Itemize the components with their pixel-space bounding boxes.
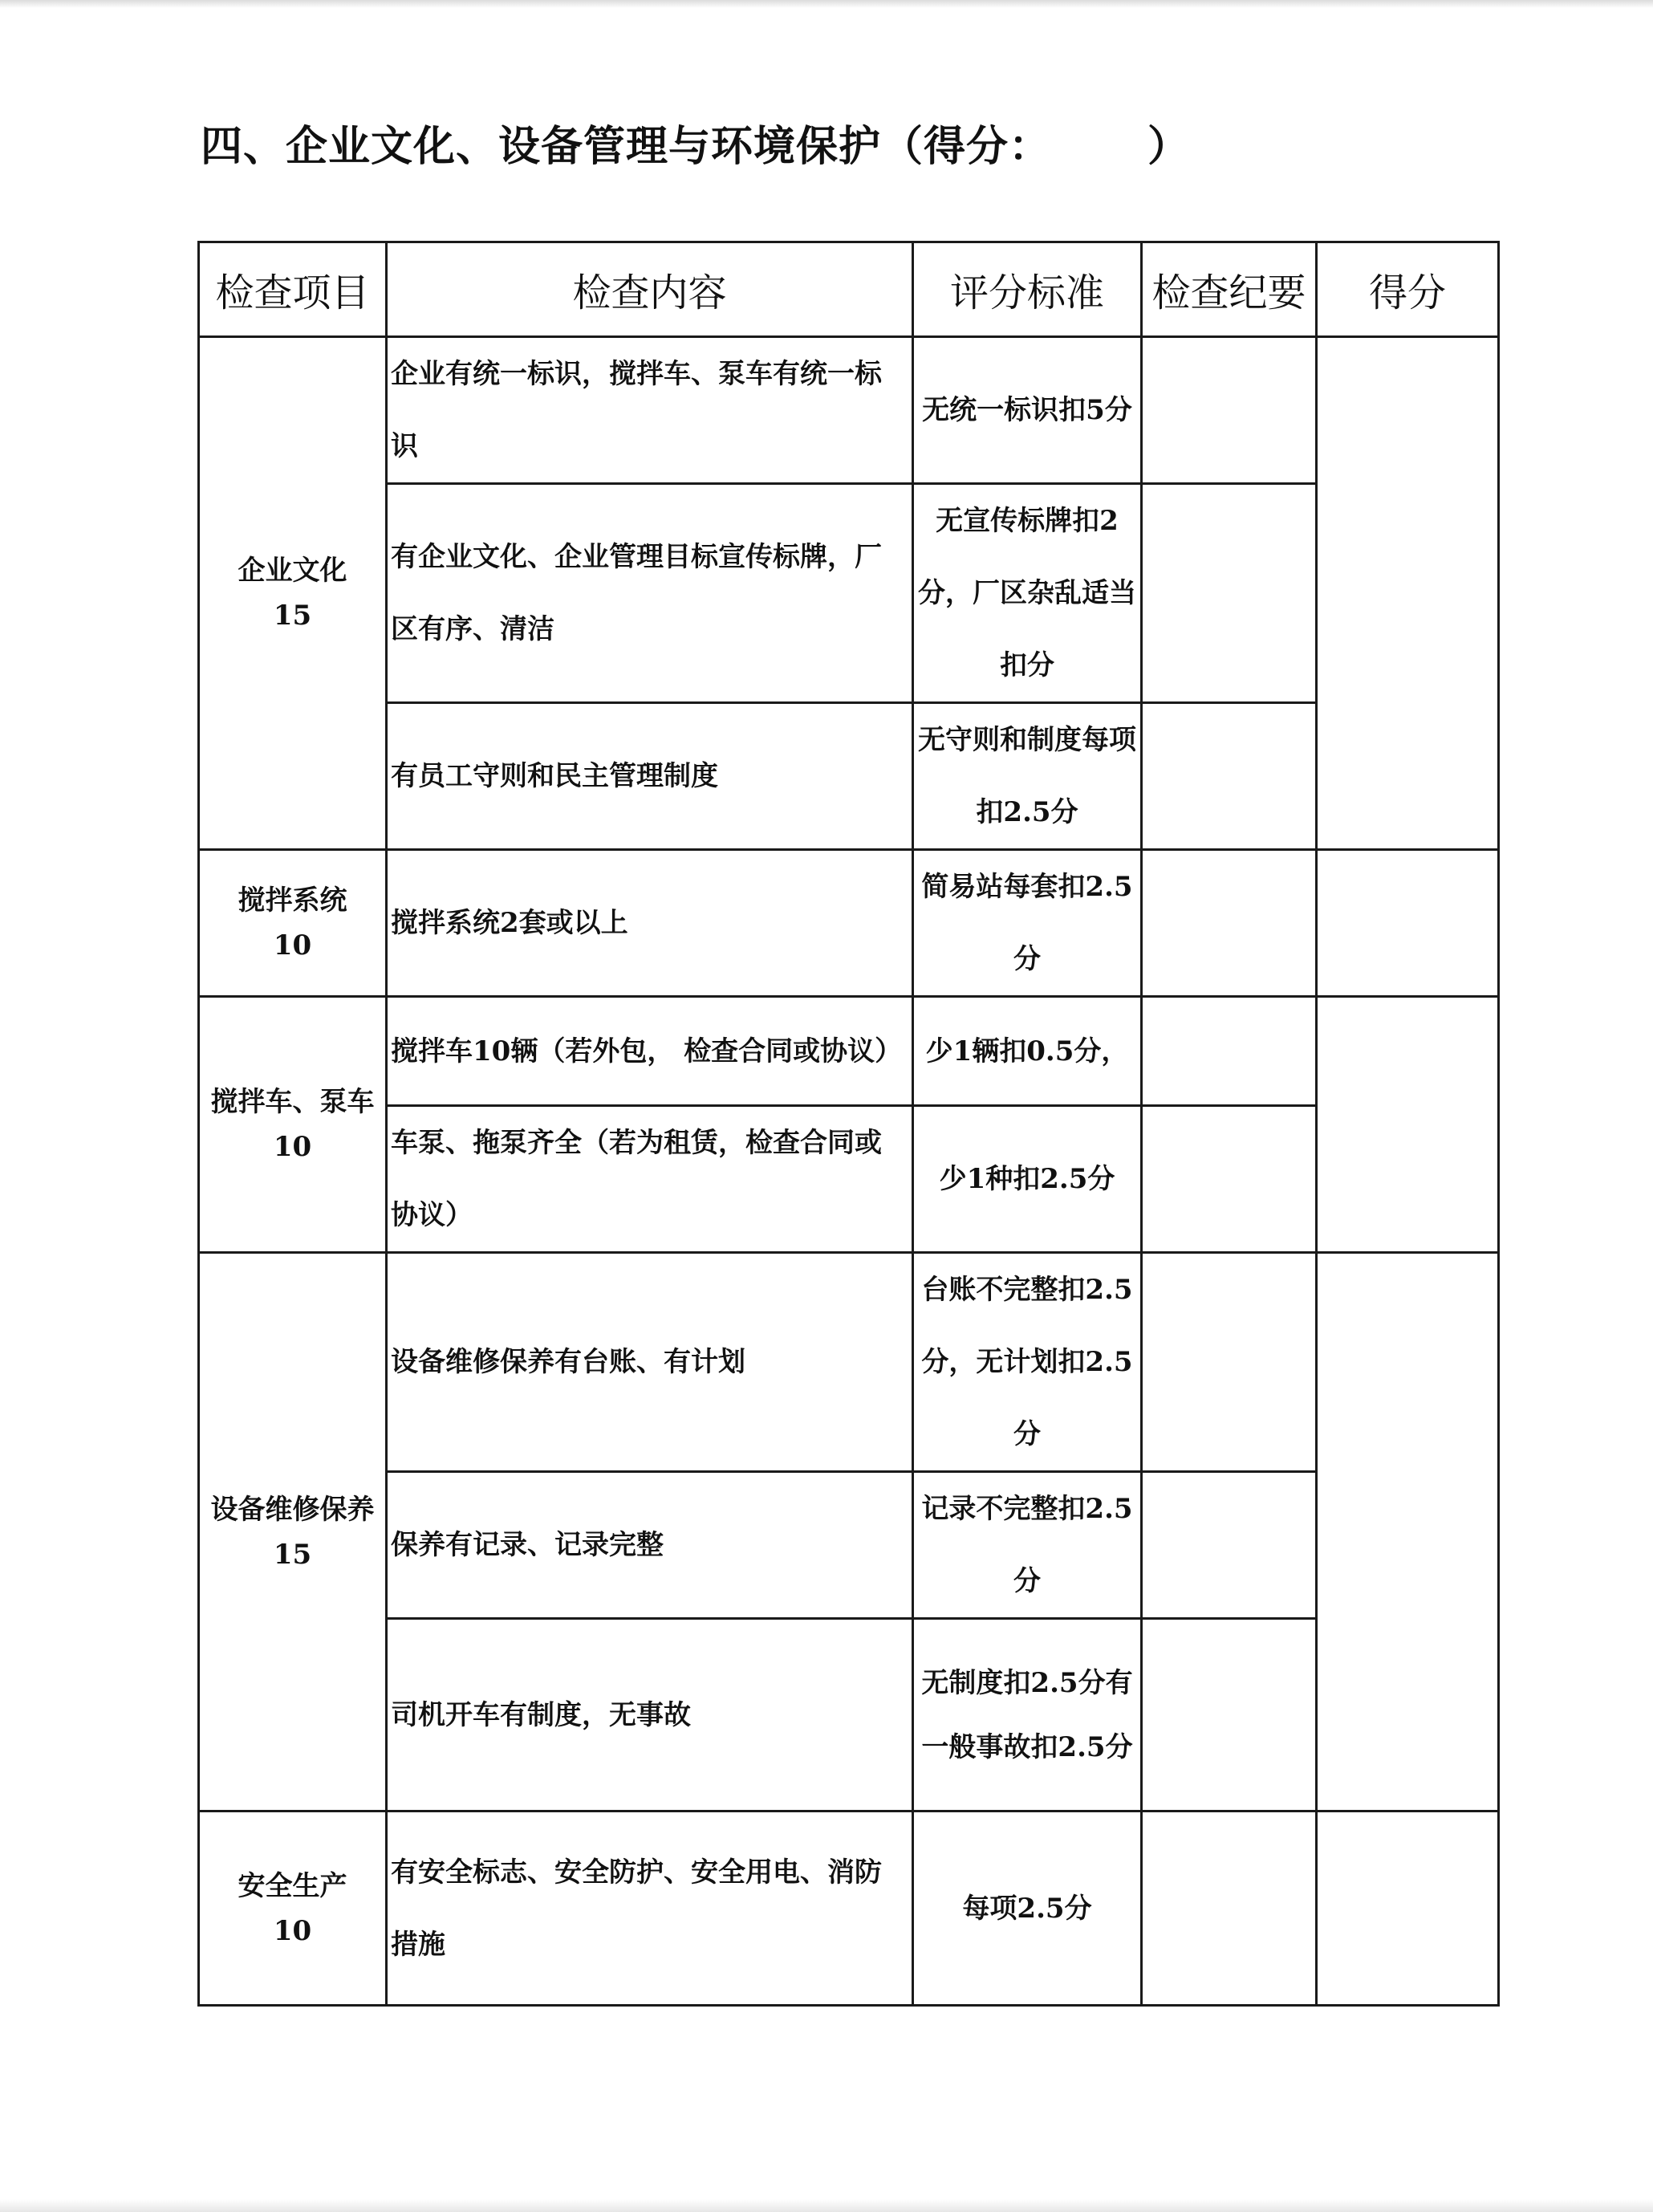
table-row — [199, 1619, 1499, 1811]
table-row — [199, 703, 1499, 850]
notes-cell — [1142, 1472, 1317, 1619]
category-score: 10 — [273, 929, 312, 962]
table-row — [199, 1811, 1499, 2006]
notes-cell — [1142, 1106, 1317, 1253]
category-name: 设备维修保养 — [210, 1493, 375, 1526]
table-row — [199, 997, 1499, 1106]
section-heading — [201, 112, 1190, 173]
category-score: 15 — [273, 600, 312, 632]
category-score: 15 — [273, 1538, 312, 1571]
criteria-cell: 简易站每套扣2.5分 — [913, 850, 1142, 997]
category-name: 搅拌车、泵车 — [210, 1086, 375, 1118]
criteria-cell: 每项2.5分 — [913, 1811, 1142, 2006]
header-notes: 检查纪要 — [1142, 242, 1317, 337]
header-content: 检查内容 — [387, 242, 913, 337]
content-cell: 有安全标志、安全防护、安全用电、消防措施 — [387, 1811, 913, 2006]
table-row — [199, 337, 1499, 484]
score-cell — [1317, 850, 1499, 997]
criteria-cell: 少1种扣2.5分 — [913, 1106, 1142, 1253]
category-score: 10 — [273, 1914, 312, 1947]
table-row — [199, 484, 1499, 703]
category-name: 搅拌系统 — [238, 884, 347, 917]
content-cell: 保养有记录、记录完整 — [387, 1472, 913, 1619]
category-cell — [199, 337, 387, 850]
notes-cell — [1142, 703, 1317, 850]
content-cell: 车泵、拖泵齐全（若为租赁，检查合同或协议） — [387, 1106, 913, 1253]
score-cell — [1317, 1811, 1499, 2006]
score-cell — [1317, 337, 1499, 850]
notes-cell — [1142, 1253, 1317, 1472]
notes-cell — [1142, 337, 1317, 484]
criteria-cell: 无守则和制度每项扣2.5分 — [913, 703, 1142, 850]
table-row — [199, 1106, 1499, 1253]
scan-edge-top — [0, 0, 1653, 8]
table-row — [199, 1472, 1499, 1619]
notes-cell — [1142, 850, 1317, 997]
category-cell — [199, 997, 387, 1253]
category-name: 企业文化 — [238, 555, 347, 587]
section-heading-prefix: 四、企业文化、设备管理与环境保护（得分： — [201, 123, 1052, 171]
content-cell: 司机开车有制度，无事故 — [387, 1619, 913, 1811]
scan-edge-bottom — [0, 2199, 1653, 2212]
header-score: 得分 — [1317, 242, 1499, 337]
inspection-table — [197, 241, 1500, 2007]
header-row — [199, 242, 1499, 337]
notes-cell — [1142, 997, 1317, 1106]
score-cell — [1317, 1253, 1499, 1811]
content-cell: 企业有统一标识，搅拌车、泵车有统一标识 — [387, 337, 913, 484]
notes-cell — [1142, 484, 1317, 703]
table-row — [199, 850, 1499, 997]
table-row — [199, 1253, 1499, 1472]
content-cell: 有员工守则和民主管理制度 — [387, 703, 913, 850]
content-cell: 搅拌车10辆（若外包， 检查合同或协议） — [387, 997, 913, 1106]
score-cell — [1317, 997, 1499, 1253]
header-criteria: 评分标准 — [913, 242, 1142, 337]
category-name: 安全生产 — [238, 1869, 347, 1902]
header-item: 检查项目 — [199, 242, 387, 337]
notes-cell — [1142, 1619, 1317, 1811]
criteria-cell: 无宣传标牌扣2分，厂区杂乱适当扣分 — [913, 484, 1142, 703]
criteria-cell: 少1辆扣0.5分， — [913, 997, 1142, 1106]
category-cell — [199, 1811, 387, 2006]
criteria-cell: 记录不完整扣2.5分 — [913, 1472, 1142, 1619]
content-cell: 有企业文化、企业管理目标宣传标牌，厂区有序、清洁 — [387, 484, 913, 703]
notes-cell — [1142, 1811, 1317, 2006]
content-cell: 设备维修保养有台账、有计划 — [387, 1253, 913, 1472]
section-heading-suffix: ） — [1147, 123, 1191, 171]
criteria-cell: 无制度扣2.5分有一般事故扣2.5分 — [913, 1619, 1142, 1811]
criteria-cell: 台账不完整扣2.5分，无计划扣2.5分 — [913, 1253, 1142, 1472]
content-cell: 搅拌系统2套或以上 — [387, 850, 913, 997]
criteria-cell: 无统一标识扣5分 — [913, 337, 1142, 484]
category-cell — [199, 850, 387, 997]
category-score: 10 — [273, 1131, 312, 1163]
category-cell — [199, 1253, 387, 1811]
